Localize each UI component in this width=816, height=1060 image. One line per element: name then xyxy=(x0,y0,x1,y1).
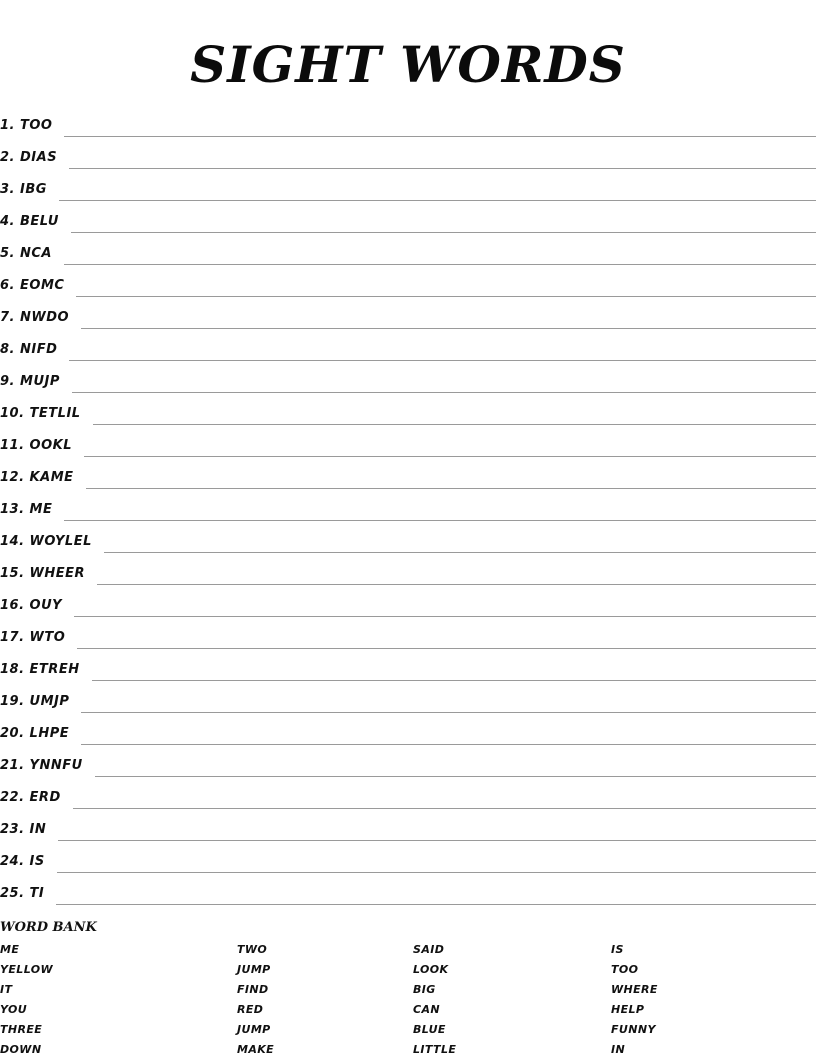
scramble-row xyxy=(0,746,816,778)
answer-line[interactable] xyxy=(57,871,816,873)
scramble-word: 18. ETREH xyxy=(0,662,80,677)
scramble-row xyxy=(0,202,816,234)
word-bank-word: YELLOW xyxy=(0,963,53,976)
word-bank-word: IN xyxy=(611,1043,626,1056)
answer-line[interactable] xyxy=(93,423,816,425)
word-bank-row xyxy=(0,1000,816,1020)
scramble-row xyxy=(0,426,816,458)
word-bank-word: WHERE xyxy=(611,983,658,996)
answer-line[interactable] xyxy=(104,551,816,553)
scramble-word: 1. TOO xyxy=(0,118,53,133)
scramble-row xyxy=(0,714,816,746)
word-bank-row xyxy=(0,1020,816,1040)
word-bank-word: IT xyxy=(0,983,13,996)
answer-line[interactable] xyxy=(81,711,816,713)
scramble-word: 12. KAME xyxy=(0,470,74,485)
word-bank-word: HELP xyxy=(611,1003,645,1016)
scramble-word: 4. BELU xyxy=(0,214,59,229)
scramble-row xyxy=(0,682,816,714)
word-bank-word: CAN xyxy=(413,1003,440,1016)
scramble-row xyxy=(0,170,816,202)
scramble-word: 6. EOMC xyxy=(0,278,65,293)
scramble-word: 17. WTO xyxy=(0,630,66,645)
scramble-word: 16. OUY xyxy=(0,598,63,613)
scramble-word: 5. NCA xyxy=(0,246,52,261)
scramble-row xyxy=(0,266,816,298)
answer-line[interactable] xyxy=(69,359,816,361)
word-bank-word: MAKE xyxy=(237,1043,275,1056)
scramble-row xyxy=(0,586,816,618)
answer-line[interactable] xyxy=(76,295,816,297)
word-bank-word: THREE xyxy=(0,1023,43,1036)
word-bank-word: RED xyxy=(237,1003,264,1016)
answer-line[interactable] xyxy=(74,615,816,617)
scramble-word: 23. IN xyxy=(0,822,47,837)
word-bank-word: LOOK xyxy=(413,963,449,976)
word-bank-row xyxy=(0,940,816,960)
page-title: SIGHT WORDS xyxy=(190,35,626,94)
answer-line[interactable] xyxy=(69,167,816,169)
answer-line[interactable] xyxy=(64,135,816,137)
scramble-word: 13. ME xyxy=(0,502,53,517)
word-bank-row xyxy=(0,980,816,1000)
answer-line[interactable] xyxy=(64,263,816,265)
scramble-row xyxy=(0,810,816,842)
word-bank-title: WORD BANK xyxy=(0,920,97,935)
scramble-word: 10. TETLIL xyxy=(0,406,81,421)
answer-line[interactable] xyxy=(84,455,816,457)
scramble-row xyxy=(0,458,816,490)
answer-line[interactable] xyxy=(81,743,816,745)
word-bank-word: BLUE xyxy=(413,1023,446,1036)
word-bank-row xyxy=(0,1040,816,1060)
word-bank-word: JUMP xyxy=(237,963,271,976)
scramble-row xyxy=(0,650,816,682)
answer-line[interactable] xyxy=(64,519,816,521)
scramble-row xyxy=(0,778,816,810)
answer-line[interactable] xyxy=(81,327,816,329)
answer-line[interactable] xyxy=(77,647,816,649)
scramble-word: 22. ERD xyxy=(0,790,61,805)
word-bank-word: SAID xyxy=(413,943,445,956)
scramble-word: 19. UMJP xyxy=(0,694,70,709)
answer-line[interactable] xyxy=(86,487,816,489)
answer-line[interactable] xyxy=(73,807,816,809)
scramble-word: 2. DIAS xyxy=(0,150,58,165)
word-bank-word: LITTLE xyxy=(413,1043,457,1056)
scramble-row xyxy=(0,298,816,330)
scramble-row xyxy=(0,362,816,394)
scramble-row xyxy=(0,522,816,554)
word-bank-word: TOO xyxy=(611,963,639,976)
scramble-word: 3. IBG xyxy=(0,182,47,197)
answer-line[interactable] xyxy=(97,583,816,585)
word-bank-row xyxy=(0,960,816,980)
answer-line[interactable] xyxy=(58,839,816,841)
word-bank-word: YOU xyxy=(0,1003,28,1016)
scramble-row xyxy=(0,618,816,650)
scramble-word: 21. YNNFU xyxy=(0,758,83,773)
answer-line[interactable] xyxy=(56,903,816,905)
scramble-word: 15. WHEER xyxy=(0,566,86,581)
word-bank-word: TWO xyxy=(237,943,268,956)
answer-line[interactable] xyxy=(59,199,816,201)
scramble-row xyxy=(0,490,816,522)
word-bank-word: ME xyxy=(0,943,20,956)
word-bank-word: BIG xyxy=(413,983,436,996)
word-bank-word: FIND xyxy=(237,983,269,996)
scramble-word: 24. IS xyxy=(0,854,45,869)
scramble-list xyxy=(0,106,816,906)
scramble-word: 8. NIFD xyxy=(0,342,58,357)
scramble-row xyxy=(0,106,816,138)
word-bank-word: DOWN xyxy=(0,1043,42,1056)
answer-line[interactable] xyxy=(72,391,816,393)
answer-line[interactable] xyxy=(92,679,816,681)
scramble-row xyxy=(0,138,816,170)
word-bank-word: IS xyxy=(611,943,624,956)
scramble-row xyxy=(0,330,816,362)
scramble-row xyxy=(0,874,816,906)
word-bank-word: FUNNY xyxy=(611,1023,656,1036)
answer-line[interactable] xyxy=(95,775,816,777)
scramble-row xyxy=(0,394,816,426)
scramble-word: 20. LHPE xyxy=(0,726,70,741)
scramble-row xyxy=(0,554,816,586)
scramble-word: 14. WOYLEL xyxy=(0,534,92,549)
scramble-word: 7. NWDO xyxy=(0,310,70,325)
word-bank xyxy=(0,940,816,1060)
scramble-word: 9. MUJP xyxy=(0,374,60,389)
answer-line[interactable] xyxy=(71,231,816,233)
word-bank-word: JUMP xyxy=(237,1023,271,1036)
scramble-row xyxy=(0,234,816,266)
scramble-word: 25. TI xyxy=(0,886,45,901)
scramble-row xyxy=(0,842,816,874)
scramble-word: 11. OOKL xyxy=(0,438,73,453)
